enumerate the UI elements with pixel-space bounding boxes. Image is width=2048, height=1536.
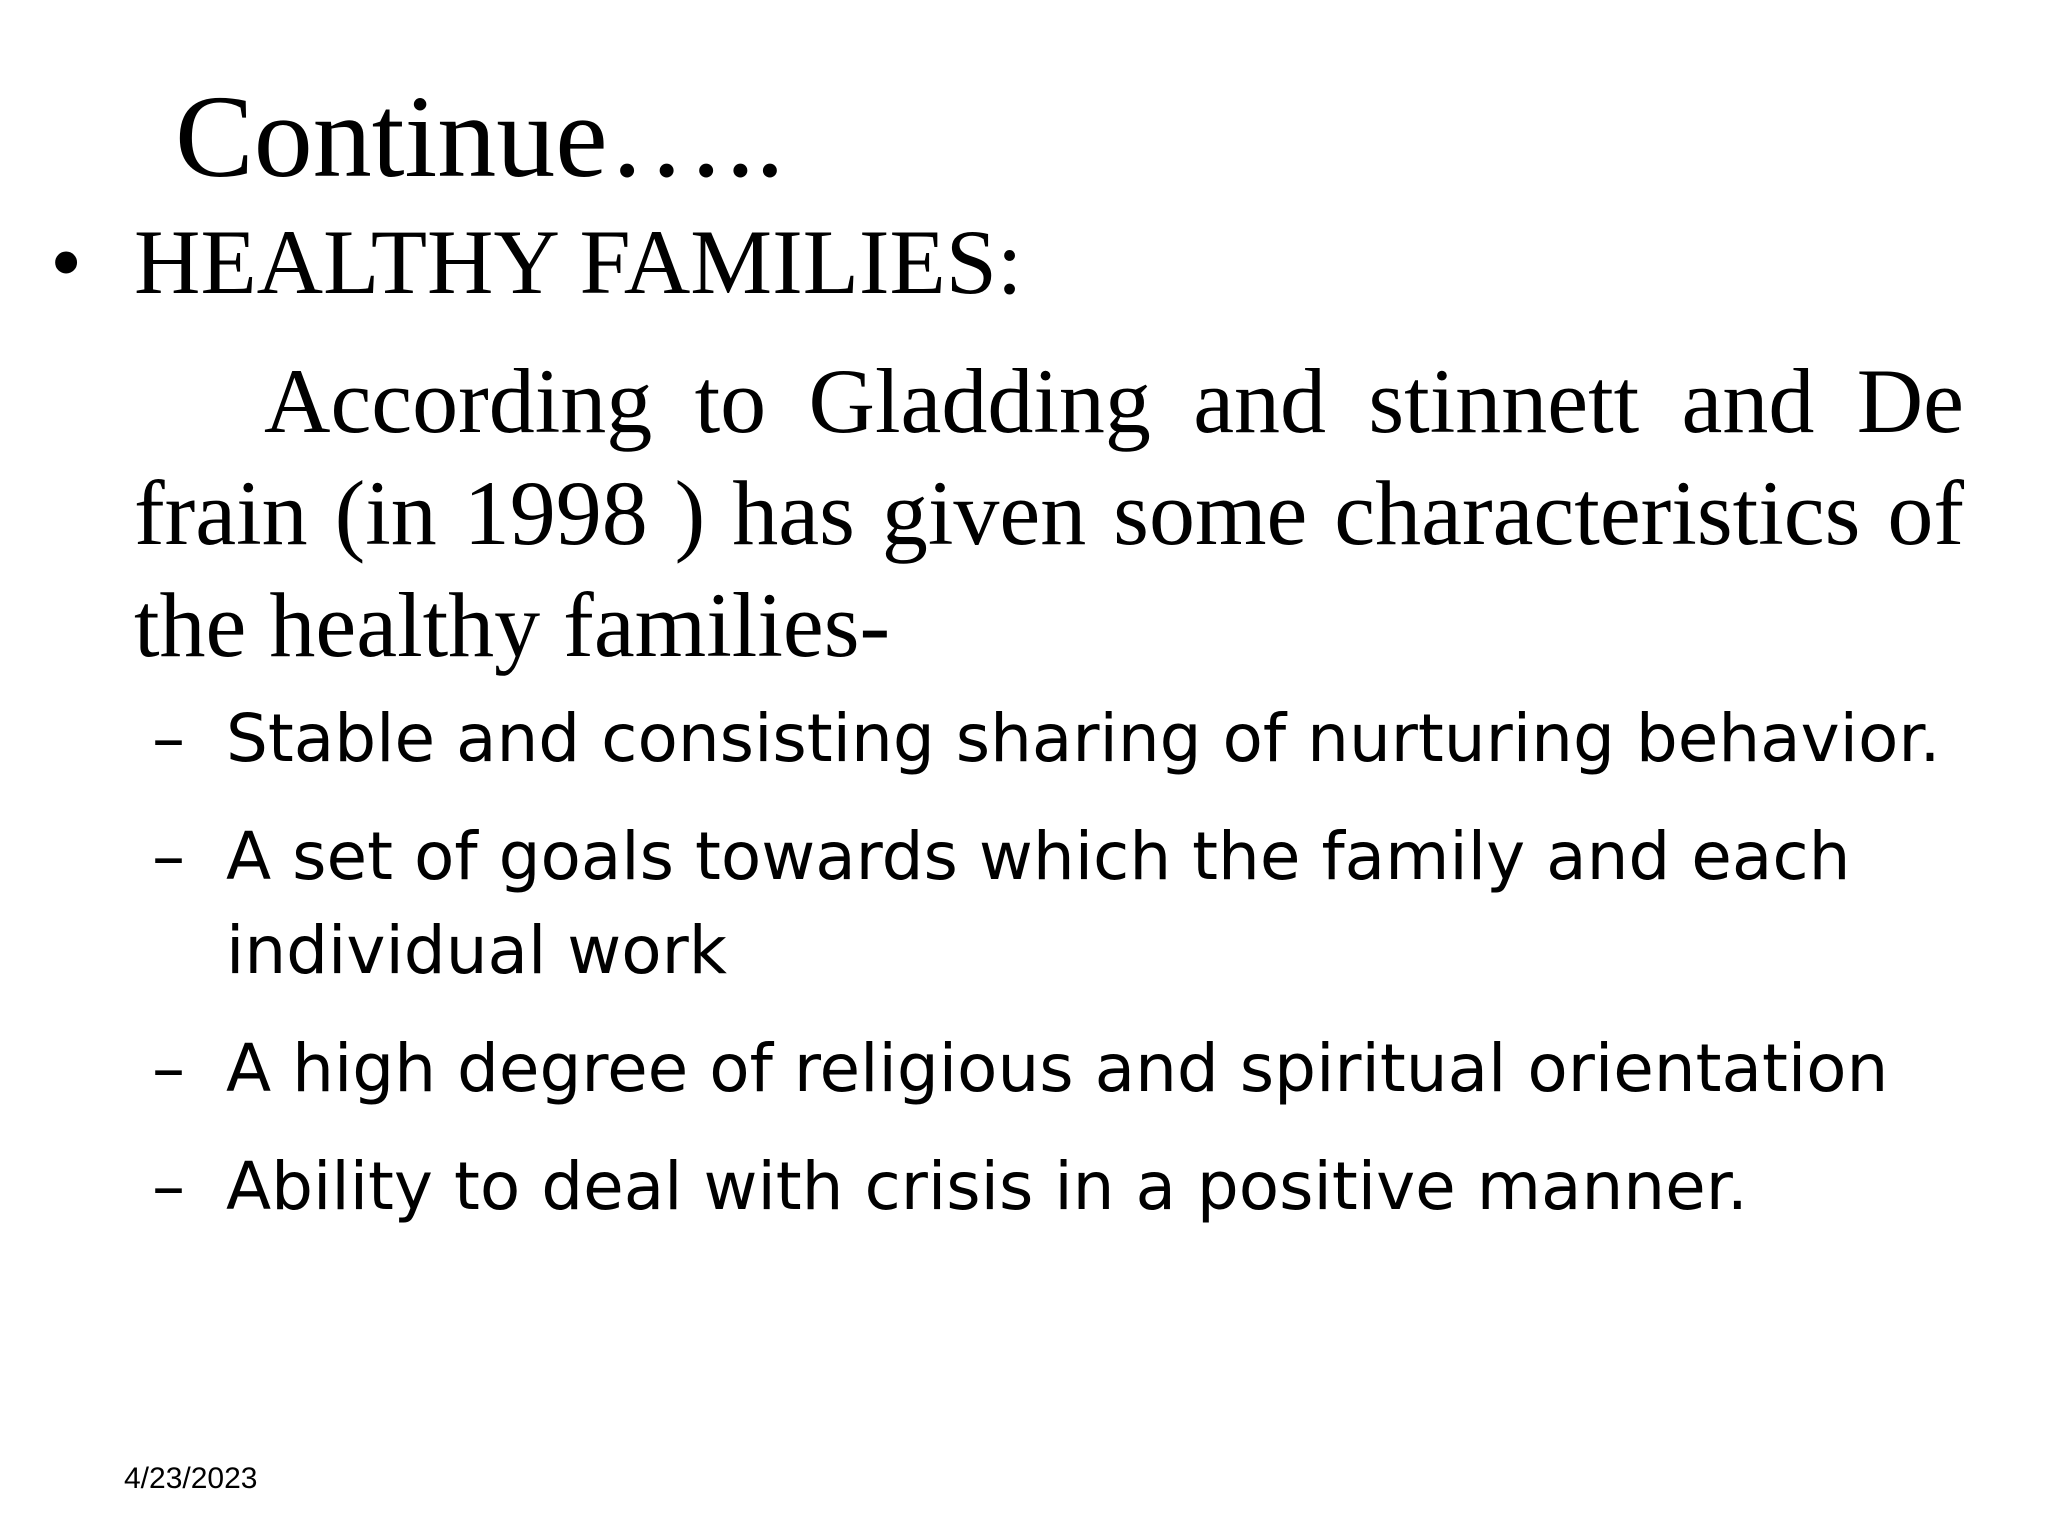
dash-marker: – [152,818,185,895]
dash-marker: – [152,700,185,777]
list-item-text: Stable and consisting sharing of nurturing behavior. [226,700,1941,777]
intro-paragraph: According to Gladding and stinnett and De frain (in 1998 ) has given some characteristics of the healthy families- [134,350,1964,676]
list-item [152,1022,1972,1116]
characteristics-list [152,692,1972,1258]
list-item [152,692,1972,786]
bullet-marker: • [50,211,83,313]
list-item-text: A set of goals towards which the family and each individual work [226,818,1851,989]
dash-marker: – [152,1030,185,1107]
dash-marker: – [152,1148,185,1225]
list-item-text: A high degree of religious and spiritual orientation [226,1030,1889,1107]
list-item [152,1140,1972,1234]
slide-title: Continue….. [175,71,785,202]
list-item-text: Ability to deal with crisis in a positive manner. [226,1148,1748,1225]
section-heading: HEALTHY FAMILIES: [134,211,1023,313]
footer-date: 4/23/2023 [124,1462,258,1495]
list-item [152,810,1972,998]
